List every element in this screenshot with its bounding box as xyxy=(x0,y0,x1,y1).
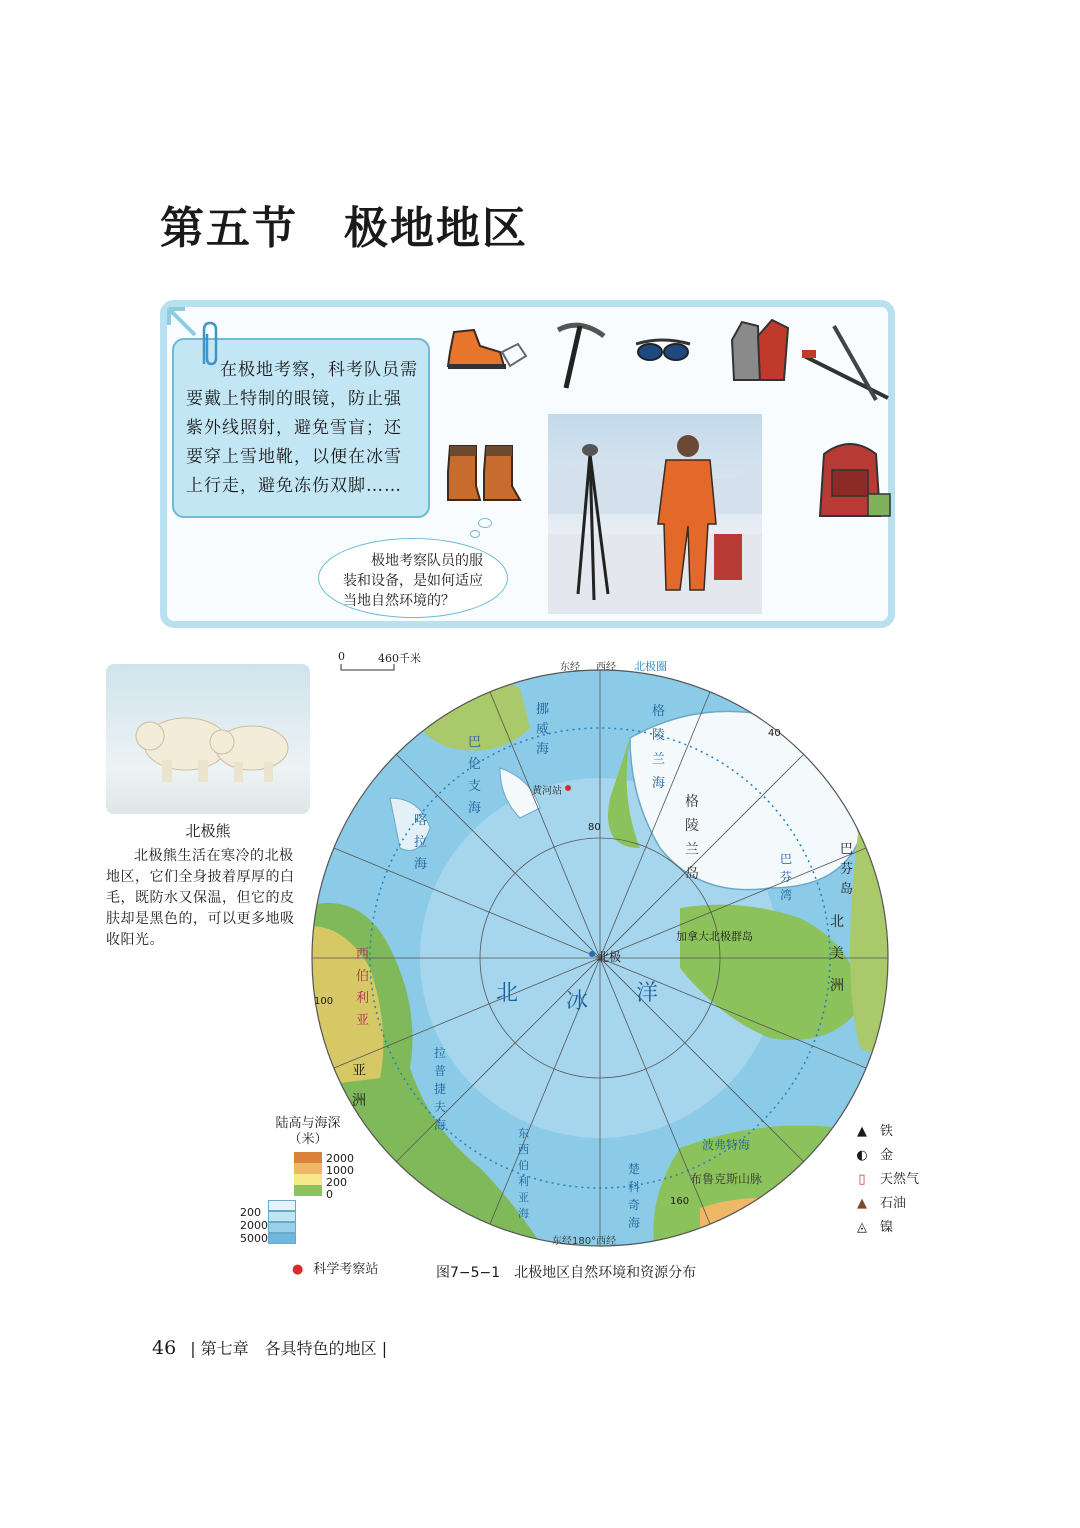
lat-80-label: 80 xyxy=(588,822,601,833)
bubble-dot xyxy=(478,518,492,528)
north-pole-marker xyxy=(589,951,595,957)
legend-title: 陆高与海深（米） xyxy=(275,1116,341,1147)
legend-gas xyxy=(852,1168,919,1187)
chapter-label: | 第七章 各具特色的地区 | xyxy=(190,1339,388,1358)
iron-label: 铁 xyxy=(880,1124,894,1139)
ice-axe-icon xyxy=(552,316,608,392)
sea-beaufort-label: 波弗特海 xyxy=(702,1138,751,1152)
west-lon-label: 西经 xyxy=(596,662,616,673)
brooks-range-label: 布鲁克斯山脉 xyxy=(690,1172,763,1186)
legend-gold xyxy=(852,1144,893,1163)
gold-label: 金 xyxy=(880,1148,894,1163)
gold-icon: ◐ xyxy=(856,1148,868,1163)
baffin-bay-label: 巴芬湾 xyxy=(780,852,793,902)
bubble-dot xyxy=(470,530,480,538)
nickel-label: 镍 xyxy=(880,1220,894,1235)
polar-bear-text: 北极熊生活在寒冷的北极地区，它们全身披着厚厚的白毛，既防水又保温，但它的皮肤却是黑色的，可以更多地吸收阳光。 xyxy=(106,848,295,948)
sea-level-label: 200 xyxy=(240,1206,261,1219)
scale-zero: 0 xyxy=(338,650,345,663)
gas-label: 天然气 xyxy=(880,1172,920,1187)
station-dot-icon: ● xyxy=(292,1262,304,1277)
east-lon-label: 东经 xyxy=(560,662,580,673)
gloves-icon xyxy=(728,316,792,382)
lon-160-label: 160 xyxy=(670,1196,690,1207)
land-swatch xyxy=(294,1163,322,1174)
siberia-label: 西伯利亚 xyxy=(356,947,370,1028)
sea-swatch xyxy=(268,1211,296,1222)
asia-label: 亚洲 xyxy=(352,1063,366,1109)
natural-gas-icon: ▯ xyxy=(858,1172,866,1187)
polar-bear-photo xyxy=(106,664,310,814)
legend-nickel xyxy=(852,1216,893,1235)
station-legend xyxy=(292,1258,378,1277)
ocean-label-2: 冰 xyxy=(566,989,589,1014)
goggles-icon xyxy=(634,334,692,370)
oil-label: 石油 xyxy=(880,1196,907,1211)
snow-boots-icon xyxy=(444,442,524,506)
land-swatch xyxy=(294,1185,322,1196)
sea-level-label: 2000 xyxy=(240,1219,268,1232)
intro-text-box: 在极地考察，科考队员需要戴上特制的眼镜，防止强紫外线照射，避免雪盲；还要穿上雪地靴，以便在冰雪上行走，避免冻伤双脚…… xyxy=(172,338,430,518)
trekking-poles-icon xyxy=(800,320,892,404)
sea-siberian-label: 东西伯利亚海 xyxy=(518,1127,529,1220)
crampon-boot-icon xyxy=(440,322,530,378)
sea-swatch xyxy=(268,1200,296,1211)
sea-laptev-label: 拉普捷夫海 xyxy=(434,1046,447,1132)
land-level-label: 0 xyxy=(326,1188,333,1201)
sea-swatch xyxy=(268,1233,296,1244)
page-number: 46 xyxy=(152,1337,177,1359)
nickel-icon: ◬ xyxy=(857,1220,867,1235)
station-legend-label: 科学考察站 xyxy=(313,1262,379,1277)
lon-40-label: 40 xyxy=(768,728,781,739)
iron-icon: ▲ xyxy=(857,1124,867,1139)
ocean-label-3: 洋 xyxy=(636,981,659,1006)
sea-norway-label: 挪威海 xyxy=(536,702,550,757)
baffin-island-label: 巴芬岛 xyxy=(840,842,854,897)
land-level-label: 1000 xyxy=(326,1164,354,1177)
polar-bear-caption: 北极熊 xyxy=(185,822,231,840)
lon-180-label: 东经180°西经 xyxy=(552,1236,617,1247)
oil-icon: ▲ xyxy=(857,1196,867,1211)
station-marker xyxy=(565,785,571,791)
ocean-label-1: 北 xyxy=(496,981,519,1006)
land-level-label: 2000 xyxy=(326,1152,354,1165)
page-footer xyxy=(152,1336,387,1359)
legend-oil xyxy=(852,1192,906,1211)
lon-100-label: 100 xyxy=(314,996,334,1007)
sea-level-label: 5000 xyxy=(240,1232,268,1245)
legend-iron xyxy=(852,1120,893,1139)
station-label: 黄河站 xyxy=(532,786,562,797)
north-america-label: 北美洲 xyxy=(830,914,844,994)
section-title: 第五节 极地地区 xyxy=(160,203,528,254)
arctic-circle-label: 北极圈 xyxy=(634,660,667,673)
backpack-icon xyxy=(810,434,894,524)
sea-greenland-label: 格陵兰海 xyxy=(652,704,666,791)
sea-barents-label: 巴伦支海 xyxy=(468,735,482,816)
land-swatch xyxy=(294,1174,322,1185)
thought-bubble: 极地考察队员的服装和设备，是如何适应当地自然环境的？ xyxy=(318,538,508,618)
sea-swatch xyxy=(268,1222,296,1233)
sea-chukchi-label: 楚科奇海 xyxy=(628,1162,641,1230)
canada-archipelago-label: 加拿大北极群岛 xyxy=(676,930,753,943)
paperclip-icon xyxy=(196,320,220,368)
greenland-label: 格陵兰岛 xyxy=(685,794,699,882)
land-level-label: 200 xyxy=(326,1176,347,1189)
land-swatch xyxy=(294,1152,322,1163)
figure-caption: 图7−5−1 北极地区自然环境和资源分布 xyxy=(436,1265,697,1281)
researcher-photo xyxy=(548,414,762,614)
north-pole-label: 北极 xyxy=(597,950,622,964)
scale-label: 460千米 xyxy=(378,652,421,665)
sea-kara-label: 喀拉海 xyxy=(414,813,428,872)
